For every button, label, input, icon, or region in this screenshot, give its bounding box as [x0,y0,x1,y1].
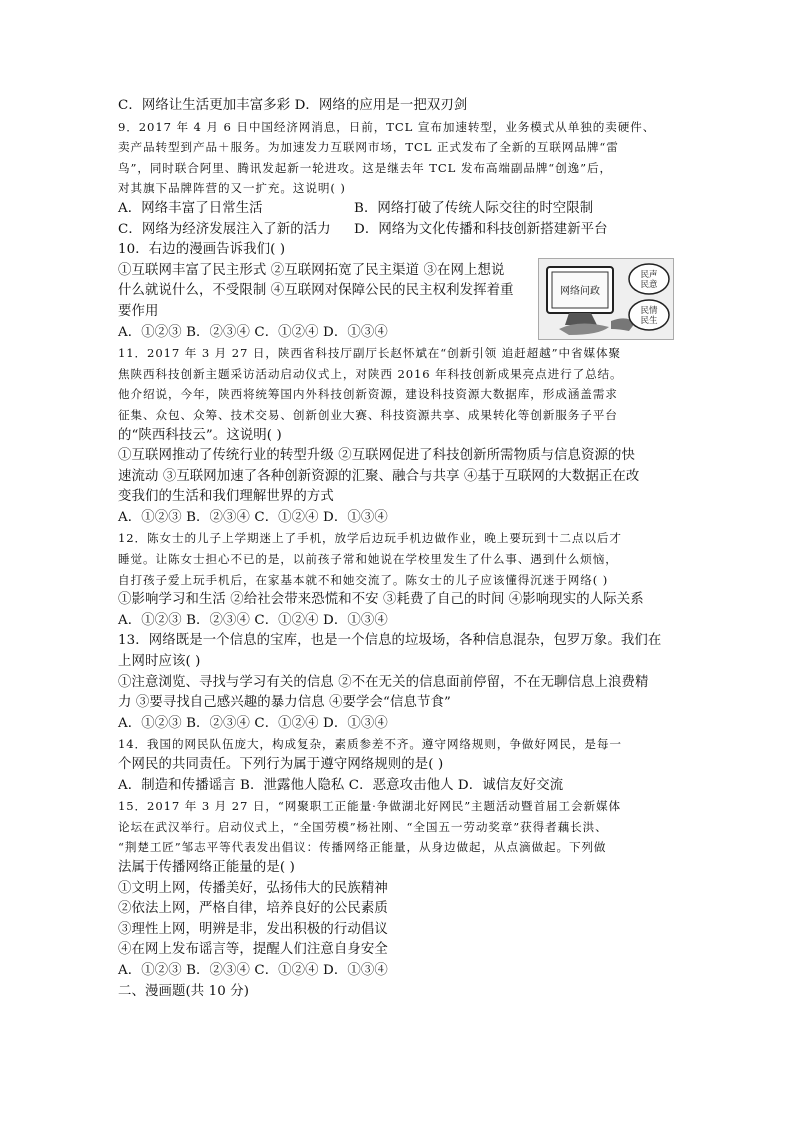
q13-stem-line: 13．网络既是一个信息的宝库，也是一个信息的垃圾场，各种信息混杂，包罗万象。我们在 [118,633,662,649]
q10-choice-line: 什么就说什么，不受限制 ④互联网对保障公民的民主权利发挥着重 [118,283,514,299]
svg-text:民声: 民声 [640,270,658,281]
question-14 [118,734,674,796]
q11-options: A．①②③ B．②③④ C．①②④ D．①③④ [118,509,388,525]
q14-stem-line: 个网民的共同责任。下列行为属于遵守网络规则的是( ) [118,757,444,772]
q15-stem-line: “荆楚工匠”邹志平等代表发出倡议：传播网络正能量，从身边做起，从点滴做起。下列做 [118,840,607,855]
q15-choice-line: ③理性上网，明辨是非，发出积极的行动倡议 [118,921,388,937]
section-heading: 二、漫画题(共 10 分) [118,983,250,999]
q11-stem-line: 征集、众包、众筹、技术交易、创新创业大赛、科技资源共享、成果转化等创新服务子平台 [118,407,618,422]
q9-options-row [118,199,674,220]
cartoon-image [538,258,674,340]
q9-stem-line: 9．2017 年 4 月 6 日中国经济网消息，日前，TCL 宣布加速转型，业务模式从单独的卖硬件、 [118,119,656,134]
question-11 [118,343,674,528]
q9-stem-line: 卖产品转型到产品＋服务。为加速发力互联网市场，TCL 正式发布了全新的互联网品牌“雷 [118,140,619,155]
q13-choice-line: 力 ③要寻找自己感兴趣的暴力信息 ④要学会“信息节食” [118,695,451,711]
q9-stem-line: 对其旗下品牌阵营的又一扩充。这说明( ) [118,181,346,196]
q12-options: A．①②③ B．②③④ C．①②④ D．①③④ [118,612,388,628]
q8-options-cd: C．网络让生活更加丰富多彩 D．网络的应用是一把双刃剑 [118,98,468,113]
svg-text:民意: 民意 [640,280,658,291]
q15-stem-line: 法属于传播网络正能量的是( ) [118,859,295,875]
cartoon-drawing [539,259,673,339]
q9-option-d: D．网络为文化传播和科技创新搭建新平台 [354,221,608,237]
q11-stem-line: 焦陕西科技创新主题采访活动启动仪式上，对陕西 2016 年科技创新成果亮点进行了总结。 [118,366,623,381]
exam-page [118,96,674,1002]
q10-choice-line: ①互联网丰富了民主形式 ②互联网拓宽了民主渠道 ③在网上想说 [118,262,505,278]
q15-stem-line: 论坛在武汉举行。启动仪式上，“全国劳模”杨社刚、“全国五一劳动奖章”获得者藕长洪、 [118,819,608,834]
q12-stem-line: 自打孩子爱上玩手机后，在家基本就不和她交流了。陈女士的儿子应该懂得沉迷于网络( ) [118,572,609,587]
q9-stem-line: 鸟”，同时联合阿里、腾讯发起新一轮进攻。这是继去年 TCL 发布高端副品牌“创逸”后， [118,160,612,175]
q15-choice-line: ①文明上网，传播美好，弘扬伟大的民族精神 [118,880,388,896]
q9-option-a: A．网络丰富了日常生活 [118,200,263,216]
q15-options: A．①②③ B．②③④ C．①②④ D．①③④ [118,962,388,978]
q9-option-b: B．网络打破了传统人际交往的时空限制 [354,200,594,216]
q9-option-c: C．网络为经济发展注入了新的活力 [118,221,331,237]
q11-choice-line: 变我们的生活和我们理解世界的方式 [118,489,334,505]
question-15 [118,796,674,981]
q15-choice-line: ④在网上发布谣言等，提醒人们注意自身安全 [118,942,388,958]
q10-options: A．①②③ B．②③④ C．①②④ D．①③④ [118,324,388,340]
question-9 [118,117,674,241]
q13-choice-line: ①注意浏览、寻找与学习有关的信息 ②不在无关的信息面前停留，不在无聊信息上浪费精 [118,674,649,690]
q11-choice-line: 速流动 ③互联网加速了各种创新资源的汇聚、融合与共享 ④基于互联网的大数据正在改 [118,468,640,484]
q9-options-row [118,220,674,241]
q11-choice-line: ①互联网推动了传统行业的转型升级 ②互联网促进了科技创新所需物质与信息资源的快 [118,448,635,464]
question-13 [118,631,674,734]
cartoon-screen-text: 网络问政 [560,286,600,298]
q13-stem-line: 上网时应该( ) [118,654,201,670]
q12-stem-line: 12．陈女士的儿子上学期迷上了手机，放学后边玩手机边做作业，晚上要玩到十二点以后才 [118,531,622,546]
q13-options: A．①②③ B．②③④ C．①②④ D．①③④ [118,715,388,731]
q12-stem-line: 睡觉。让陈女士担心不已的是，以前孩子常和她说在学校里发生了什么事、遇到什么烦恼， [118,552,618,567]
q10-choice-line: 要作用 [118,303,159,319]
q14-stem-line: 14．我国的网民队伍庞大，构成复杂，素质参差不齐。遵守网络规则，争做好网民，是每一 [118,737,622,752]
q11-stem-line: 11．2017 年 3 月 27 日，陕西省科技厅副厅长赵怀斌在“创新引领 追赶超越”中省媒体聚 [118,346,621,361]
q15-stem-line: 15．2017 年 3 月 27 日，“网聚职工正能量·争做湖北好网民”主题活动暨首届工会新媒体 [118,799,621,814]
svg-text:民情: 民情 [640,306,658,317]
q14-options: A．制造和传播谣言 B．泄露他人隐私 C．恶意攻击他人 D．诚信友好交流 [118,777,564,793]
q11-stem-line: 的“陕西科技云”。这说明( ) [118,427,282,443]
q10-stem: 10．右边的漫画告诉我们( ) [118,242,286,258]
question-10 [118,240,674,343]
q12-choice-line: ①影响学习和生活 ②给社会带来恐慌和不安 ③耗费了自己的时间 ④影响现实的人际关系 [118,592,644,608]
q15-choice-line: ②依法上网，严格自律，培养良好的公民素质 [118,901,388,917]
q11-stem-line: 他介绍说，今年，陕西将统筹国内外科技创新资源，建设科技资源大数据库，形成涵盖需求 [118,387,618,402]
question-12 [118,528,674,631]
svg-text:民生: 民生 [640,316,658,327]
